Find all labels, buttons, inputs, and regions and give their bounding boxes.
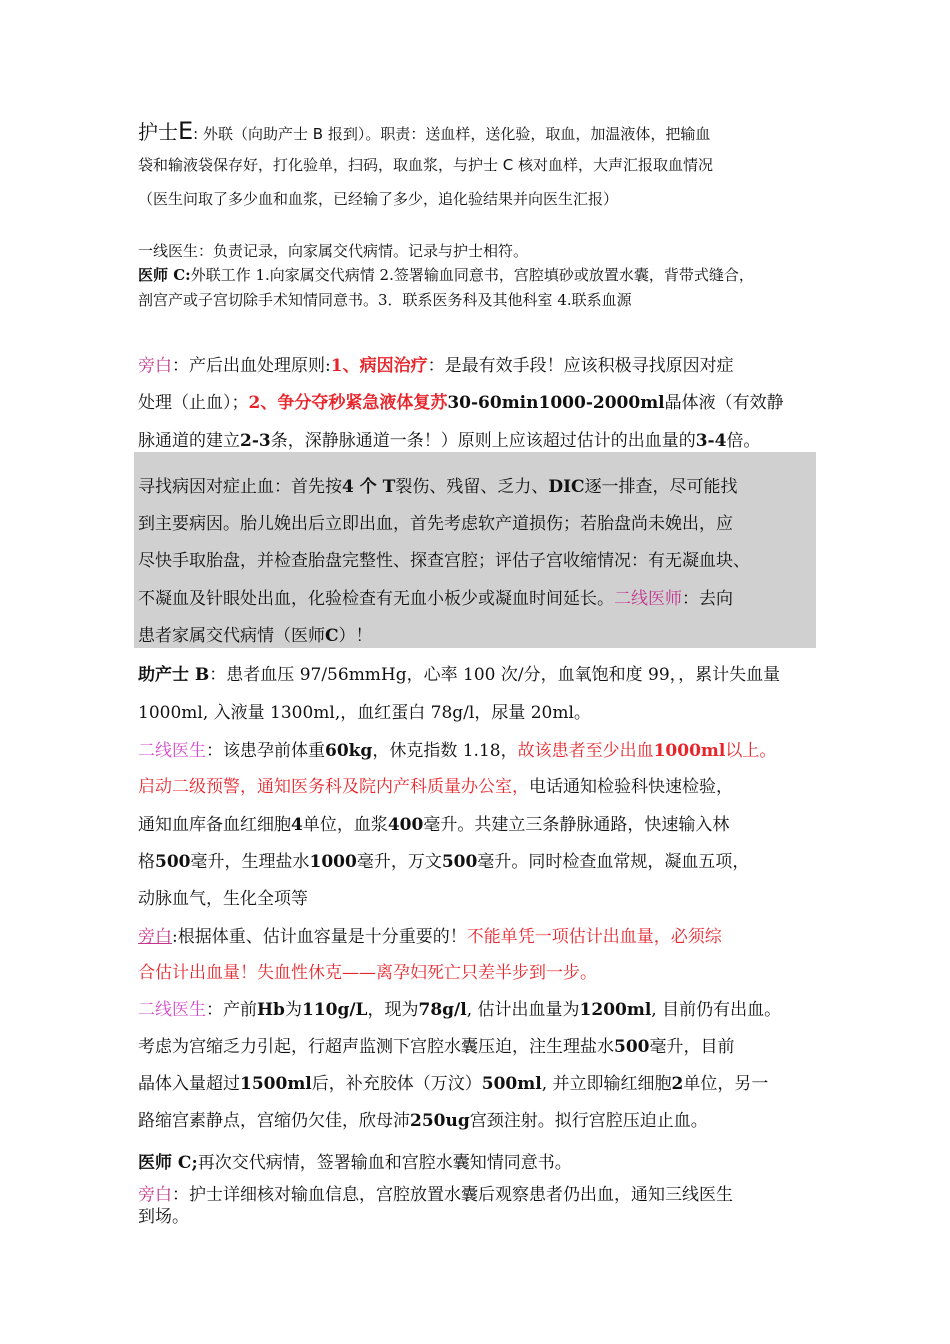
- second-doctor-1-line-5: 动脉血气，生化全项等: [138, 889, 308, 909]
- nurse-e-line-3: （医生问取了多少血和血浆，已经输了多少，追化验结果并向医生汇报）: [138, 190, 619, 208]
- nurse-e-line-2: 袋和输液袋保存好，打化验单，扫码，取血浆，与护士 C 核对血样，大声汇报取血情况: [138, 156, 714, 174]
- second-doctor-2-line-1: 二线医生：产前Hb为110g/L，现为78g/l, 估计出血量为1200ml, 目前仍有出血。: [138, 1000, 782, 1020]
- nurse-e-line-1: 护士E: 外联（向助产士 B 报到）。职责：送血样，送化验，取血，加温液体，把输血: [138, 117, 711, 145]
- doctor-c-line-1: 医师 C:外联工作 1.向家属交代病情 2.签署输血同意书，宫腔填砂或放置水囊，背带式缝合，: [138, 266, 754, 284]
- second-doctor-1-line-2: 启动二级预警，通知医务科及院内产科质量办公室，电话通知检验科快速检验，: [138, 777, 733, 797]
- midwife-b-line-1: 助产士 B：患者血压 97/56mmHg，心率 100 次/分，血氧饱和度 99，，累计失血量: [138, 665, 781, 685]
- second-doctor-1-line-3: 通知血库备血红细胞4单位，血浆400毫升。共建立三条静脉通路，快速输入林: [138, 815, 730, 835]
- speaker: 旁白: [138, 1185, 172, 1205]
- nurse-letter: E: [178, 117, 194, 145]
- doctor-c-line-2: 剖宫产或子宫切除手术知情同意书。3．联系医务科及其他科室 4.联系血源: [138, 291, 632, 309]
- highlight-line-5: 患者家属交代病情（医师C）！: [138, 626, 373, 646]
- midwife-b-line-2: 1000ml, 入液量 1300ml,，血红蛋白 78g/l，尿量 20ml。: [138, 703, 591, 723]
- speaker: 旁白: [138, 927, 172, 947]
- narration-3-line-1: 旁白：护士详细核对输血信息，宫腔放置水囊后观察患者仍出血，通知三线医生: [138, 1185, 733, 1205]
- narration-2-line-2: 合估计出血量！失血性休克——离孕妇死亡只差半步到一步。: [138, 963, 597, 983]
- highlight-line-2: 到主要病因。胎儿娩出后立即出血，首先考虑软产道损伤；若胎盘尚未娩出，应: [138, 514, 733, 534]
- second-doctor-2-line-2: 考虑为宫缩乏力引起，行超声监测下宫腔水囊压迫，注生理盐水500毫升，目前: [138, 1037, 735, 1057]
- narration-3-line-2: 到场。: [138, 1207, 189, 1227]
- second-doctor-1-line-1: 二线医生：该患孕前体重60kg，休克指数 1.18，故该患者至少出血1000ml以上。: [138, 741, 777, 761]
- speaker: 旁白: [138, 356, 172, 376]
- first-doctor-line: 一线医生：负责记录，向家属交代病情。记录与护士相符。: [138, 242, 529, 260]
- speaker: 二线医生: [138, 1000, 206, 1020]
- speaker: 二线医生: [138, 741, 206, 761]
- narration-1-line-3: 脉通道的建立2-3条，深静脉通道一条！）原则上应该超过估计的出血量的3-4倍。: [138, 431, 761, 451]
- narration-1-line-2: 处理（止血）；2、争分夺秒紧急液体复苏30-60min1000-2000ml晶体液（有效静: [138, 393, 784, 413]
- highlight-line-4: 不凝血及针眼处出血，化验检查有无血小板少或凝血时间延长。二线医师：去向: [138, 589, 733, 609]
- second-doctor-2-line-4: 路缩宫素静点，宫缩仍欠佳，欣母沛250ug宫颈注射。拟行宫腔压迫止血。: [138, 1111, 708, 1131]
- highlight-line-3: 尽快手取胎盘，并检查胎盘完整性、探查宫腔；评估子宫收缩情况：有无凝血块、: [138, 551, 750, 571]
- narration-1-line-1: 旁白：产后出血处理原则:1、病因治疗：是最有效手段！应该积极寻找原因对症: [138, 356, 734, 376]
- second-doctor-2-line-3: 晶体入量超过1500ml后，补充胶体（万汶）500ml, 并立即输红细胞2单位，另一: [138, 1074, 769, 1094]
- narration-2-line-1: 旁白:根据体重、估计血容量是十分重要的！不能单凭一项估计出血量，必须综: [138, 927, 722, 947]
- doctor-c-2-line: 医师 C;再次交代病情，签署输血和宫腔水囊知情同意书。: [138, 1153, 572, 1173]
- second-doctor-1-line-4: 格500毫升，生理盐水1000毫升，万文500毫升。同时检查血常规，凝血五项，: [138, 852, 750, 872]
- highlight-line-1: 寻找病因对症止血：首先按4 个 T裂伤、残留、乏力、DIC逐一排查，尽可能找: [138, 477, 738, 497]
